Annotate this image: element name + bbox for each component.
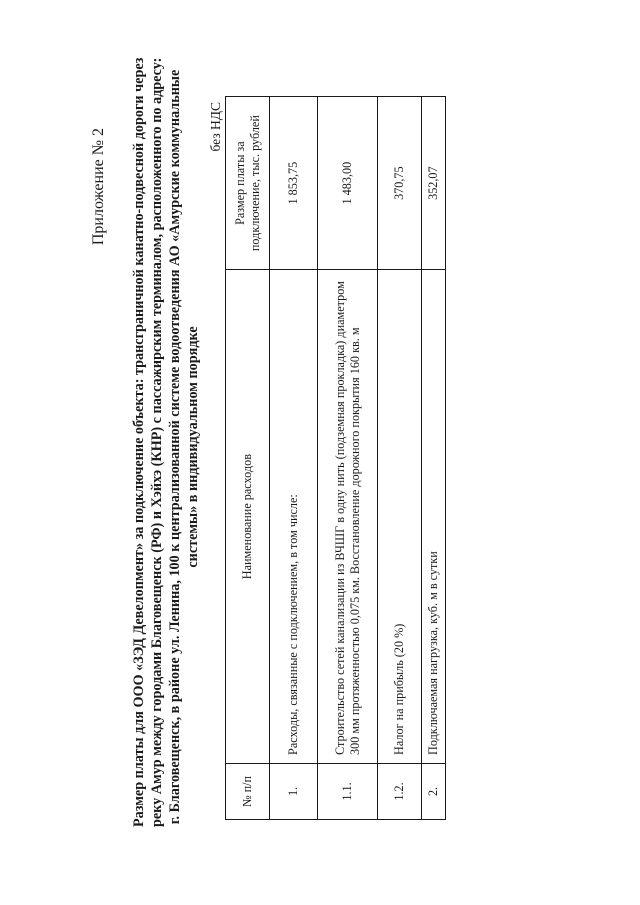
row-num: 2. [422,763,446,819]
vat-note: без НДС [208,102,223,152]
header-name: Наименование расходов [226,270,270,764]
table-row [270,97,318,820]
header-num: № п/п [226,763,270,819]
row-num: 1. [270,763,318,819]
table-header-row [226,97,270,820]
title-line: Размер платы для ООО «ЗЭД Девелопмент» за подключение объекта: трансграничной канатно-подвесной дороги через [131,57,147,827]
table-row [378,97,422,820]
row-name: Строительство сетей канализации из ВЧШГ в одну нить (подземная прокладка) диаметром 300 мм протяженностью 0,075 км. Восстановление дорожного покрытия 160 кв. м [318,270,378,764]
row-value: 370,75 [378,97,422,270]
header-value: Размер платы за подключение, тыс. рублей [226,97,270,270]
row-value: 352,07 [422,97,446,270]
title-line: г. Благовещенск, в районе ул. Ленина, 100 к централизованной системе водоотведения АО «Амурские коммунальные [167,69,183,825]
appendix-label: Приложение № 2 [90,128,107,246]
table-row [318,97,378,820]
title-line: системы» в индивидуальном порядке [185,326,201,568]
row-num: 1.1. [318,763,378,819]
row-name: Расходы, связанные с подключением, в том числе: [270,270,318,764]
row-name: Налог на прибыль (20 %) [378,270,422,764]
document-title [130,57,202,827]
row-name: Подключаемая нагрузка, куб. м в сутки [422,270,446,764]
row-value: 1 853,75 [270,97,318,270]
cost-table [225,96,446,820]
row-num: 1.2. [378,763,422,819]
table-row [422,97,446,820]
row-value: 1 483,00 [318,97,378,270]
title-line: реку Амур между городами Благовещенск (РФ) и Хэйхэ (КНР) с пассажирским терминалом, расположенного по адресу: [149,57,165,827]
